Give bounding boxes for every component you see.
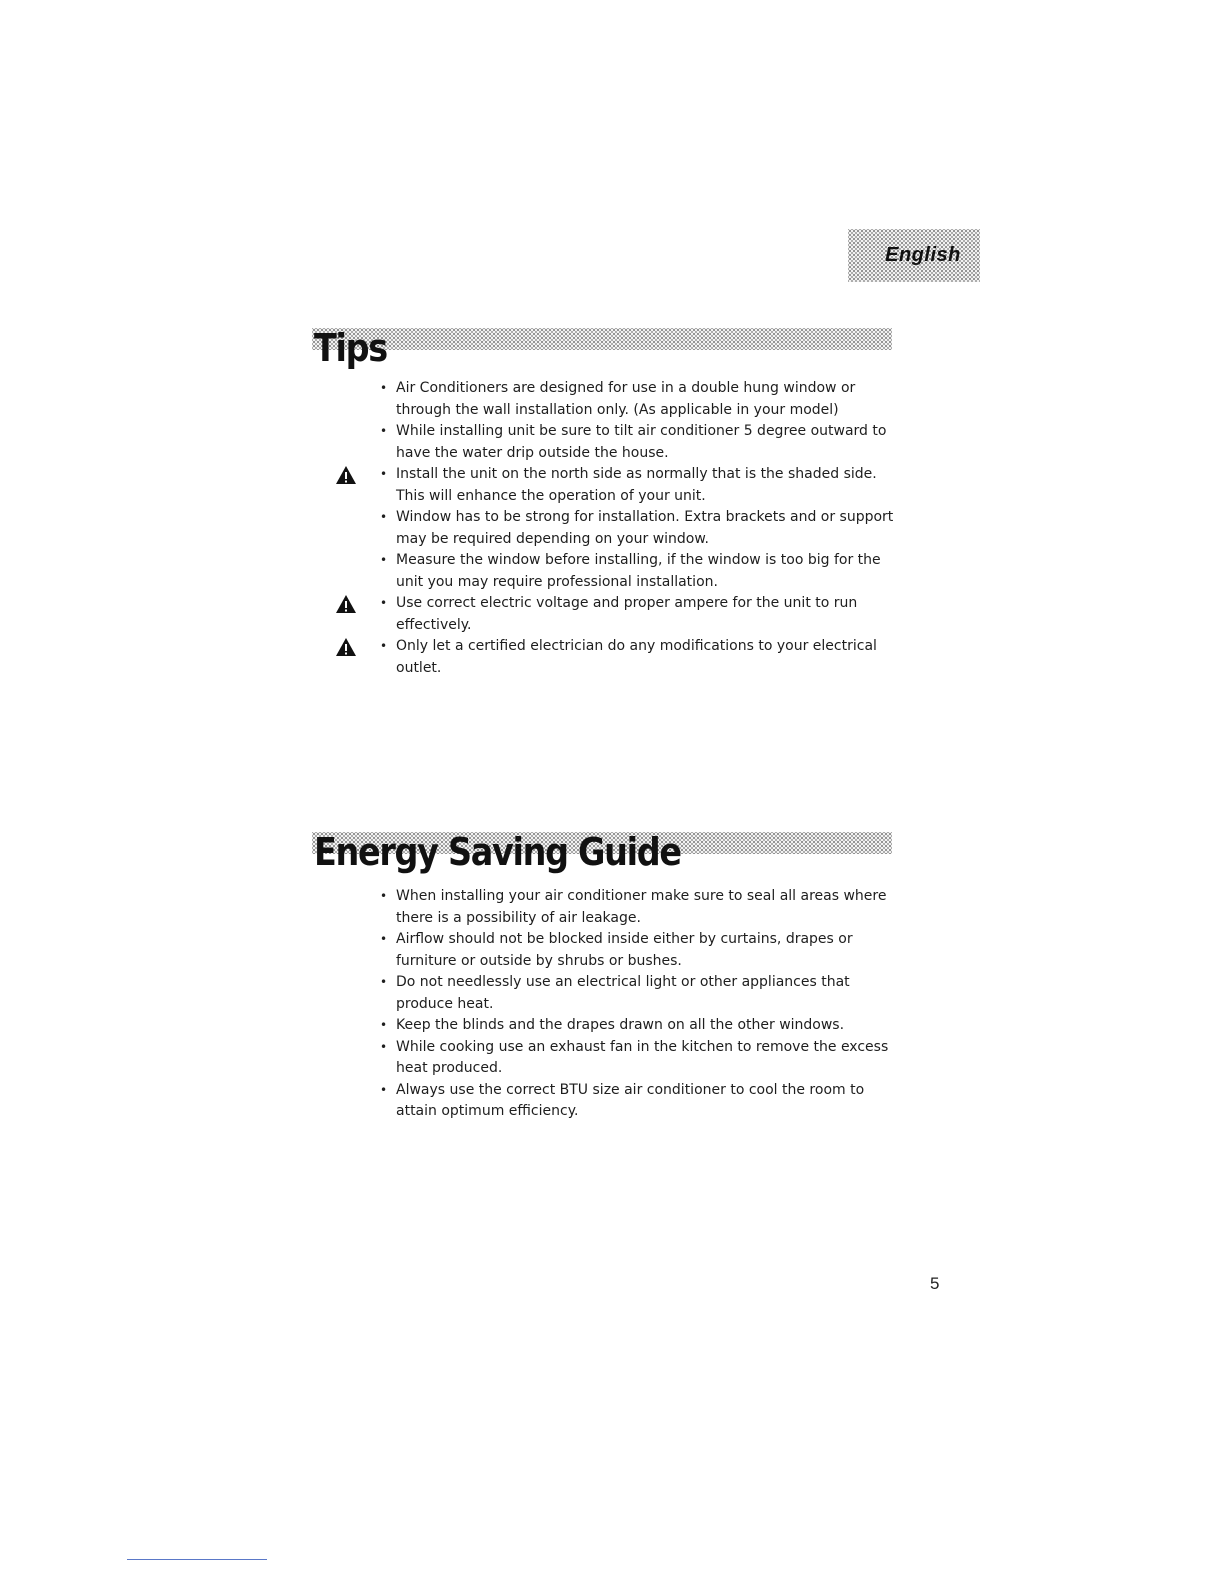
list-item-text: Do not needlessly use an electrical light or other appliances that produce heat. (396, 974, 850, 1012)
list-item-text: Always use the correct BTU size air conditioner to cool the room to attain optimum efficiency. (396, 1081, 865, 1119)
list-item-text: Airflow should not be blocked inside either by curtains, drapes or furniture or outside by shrubs or bushes. (396, 931, 853, 969)
bullet-icon: • (380, 889, 388, 903)
header-band (312, 328, 892, 350)
list-item-text: Measure the window before installing, if the window is too big for the unit you may require professional installation. (396, 552, 881, 590)
list-item-text: Window has to be strong for installation. Extra brackets and or support may be required depending on your window. (396, 509, 894, 547)
bullet-icon: • (380, 975, 388, 989)
list-item-text: While installing unit be sure to tilt air conditioner 5 degree outward to have the water drip outside the house. (396, 423, 887, 461)
list-item (380, 507, 900, 550)
list-item (380, 1037, 900, 1080)
list-item (380, 929, 900, 972)
list-item-text: Only let a certified electrician do any modifications to your electrical outlet. (396, 638, 877, 676)
language-label: English (885, 244, 961, 266)
bullet-icon: • (380, 424, 388, 438)
list-item (380, 636, 900, 679)
bullet-icon: • (380, 510, 388, 524)
bullet-icon: • (380, 553, 388, 567)
list-item (380, 378, 900, 421)
list-item (380, 1015, 900, 1037)
tips-title: Tips (314, 326, 387, 370)
page-number: 5 (930, 1274, 940, 1293)
list-item (380, 886, 900, 929)
warning-triangle-icon (335, 637, 357, 657)
list-item (380, 464, 900, 507)
warning-triangle-icon (335, 594, 357, 614)
tips-list (380, 378, 900, 679)
list-item-text: Air Conditioners are designed for use in a double hung window or through the wall installation only. (As applicable in your model) (396, 380, 856, 418)
list-item (380, 550, 900, 593)
energy-section-header (312, 832, 892, 892)
energy-title: Energy Saving Guide (314, 830, 681, 874)
bullet-icon: • (380, 1082, 388, 1097)
list-item-text: When installing your air conditioner make sure to seal all areas where there is a possibility of air leakage. (396, 888, 887, 926)
list-item-text: Use correct electric voltage and proper ampere for the unit to run effectively. (396, 595, 858, 633)
list-item-text: Keep the blinds and the drapes drawn on all the other windows. (396, 1017, 845, 1033)
bullet-icon: • (380, 1039, 388, 1054)
list-item-text: Install the unit on the north side as normally that is the shaded side. This will enhance the operation of your unit. (396, 466, 877, 504)
bullet-icon: • (380, 381, 388, 395)
list-item (380, 972, 900, 1015)
list-item (380, 1080, 900, 1123)
energy-list (380, 886, 900, 1123)
warning-triangle-icon (335, 465, 357, 485)
bullet-icon: • (380, 596, 388, 610)
language-tab (848, 229, 980, 282)
bullet-icon: • (380, 467, 388, 481)
footnote-divider (127, 1559, 267, 1560)
list-item (380, 593, 900, 636)
bullet-icon: • (380, 1018, 388, 1032)
bullet-icon: • (380, 639, 388, 653)
bullet-icon: • (380, 932, 388, 946)
list-item (380, 421, 900, 464)
list-item-text: While cooking use an exhaust fan in the kitchen to remove the excess heat produced. (396, 1038, 889, 1076)
